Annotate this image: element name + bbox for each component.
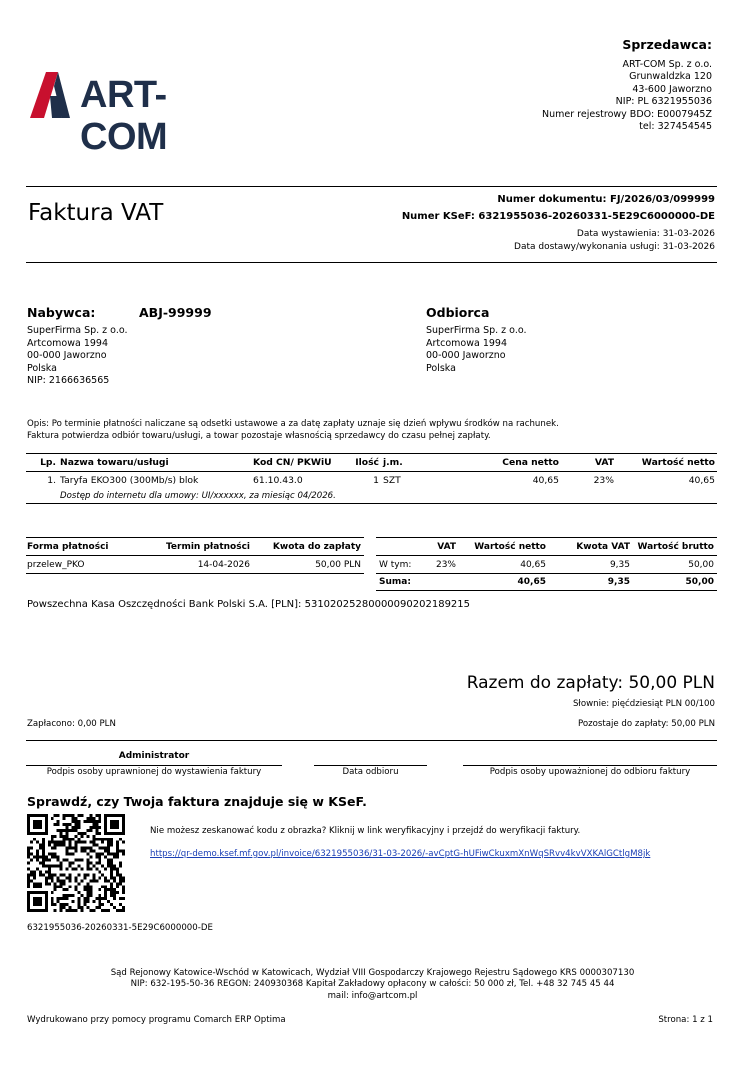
- cell-unit: SZT: [383, 474, 401, 486]
- recipient-address: [426, 325, 527, 375]
- vat-gross: 50,00: [688, 559, 714, 570]
- page-number: Strona: 1 z 1: [658, 1015, 713, 1025]
- ksef-number: Numer KSeF: 6321955036-20260331-5E29C6000000-DE: [401, 211, 715, 222]
- items-table: [26, 453, 717, 504]
- col-unit: j.m.: [383, 457, 403, 468]
- page-title: Faktura VAT: [28, 200, 164, 226]
- cell-vat: 23%: [593, 474, 614, 486]
- divider: [26, 262, 717, 263]
- recipient-line: Polska: [426, 362, 456, 374]
- signature-line: [314, 765, 427, 766]
- vat-rate-header: VAT: [437, 541, 456, 552]
- qr-caption: 6321955036-20260331-5E29C6000000-DE: [27, 923, 213, 933]
- footer-line: mail: info@artcom.pl: [327, 990, 418, 1001]
- logo-mark-icon: [30, 72, 74, 118]
- payment-term-header: Termin płatności: [165, 541, 250, 552]
- seller-line: tel: 327454545: [639, 121, 712, 133]
- buyer-line: SuperFirma Sp. z o.o.: [27, 325, 128, 336]
- document-number: Numer dokumentu: FJ/2026/03/099999: [497, 194, 715, 205]
- vat-row-label: W tym:: [379, 559, 412, 570]
- payment-amount: 50,00 PLN: [315, 559, 361, 570]
- vat-net: 40,65: [520, 559, 546, 570]
- buyer-line: Polska: [27, 362, 57, 374]
- receiver-signature-label: Podpis osoby upoważnionej do odbioru faktury: [489, 767, 691, 777]
- vat-gross-header: Wartość brutto: [637, 541, 714, 552]
- col-vat: VAT: [594, 457, 614, 468]
- vat-amount-header: Kwota VAT: [576, 541, 630, 552]
- divider: [26, 740, 717, 741]
- vat-amount: 9,35: [609, 559, 630, 570]
- cell-cn: 61.10.43.0: [253, 474, 303, 486]
- qr-code-icon: [27, 814, 125, 912]
- payment-form: przelew_PKO: [27, 559, 85, 570]
- cell-lp: 1.: [47, 474, 56, 486]
- issue-date: Data wystawienia: 31-03-2026: [576, 229, 715, 239]
- remaining-amount: Pozostaje do zapłaty: 50,00 PLN: [578, 719, 715, 729]
- ksef-heading: Sprawdź, czy Twoja faktura znajduje się w KSeF.: [27, 794, 367, 809]
- payment-term: 14-04-2026: [197, 559, 250, 570]
- seller-line: 43-600 Jaworzno: [632, 83, 712, 95]
- notes: [27, 419, 559, 442]
- cell-net-price: 40,65: [532, 474, 559, 486]
- table-row-description: [26, 489, 717, 504]
- buyer-address: [27, 325, 128, 388]
- seller-address: [412, 59, 712, 133]
- cell-name: Taryfa EKO300 (300Mb/s) blok: [60, 474, 199, 486]
- sum-net: 40,65: [517, 577, 546, 587]
- seller-line: Numer rejestrowy BDO: E0007945Z: [542, 108, 712, 120]
- recipient-line: SuperFirma Sp. z o.o.: [426, 325, 527, 336]
- seller-line: ART-COM Sp. z o.o.: [622, 59, 712, 70]
- issuer-name: Administrator: [118, 751, 190, 761]
- note-line: Opis: Po terminie płatności naliczane są odsetki ustawowe a za datę zapłaty uznaje się dzień wpływu środków na rachunek.: [27, 419, 559, 429]
- payment-form-header: Forma płatności: [27, 541, 109, 552]
- buyer-line: Artcomowa 1994: [27, 337, 109, 349]
- ksef-verification-link[interactable]: https://qr-demo.ksef.mf.gov.pl/invoice/6321955036/31-03-2026/-avCptG-hUFiwCkuxmXnWqSRvv4kvVXKAlGCtlgM8jk: [150, 849, 651, 859]
- vat-summary-table: [376, 537, 717, 591]
- payment-table: [26, 537, 364, 574]
- buyer-line: NIP: 2166636565: [27, 375, 110, 387]
- col-lp: Lp.: [40, 457, 56, 468]
- recipient-heading: Odbiorca: [426, 305, 490, 320]
- paid-amount: Zapłacono: 0,00 PLN: [27, 719, 116, 729]
- seller-heading: Sprzedawca:: [622, 37, 712, 52]
- delivery-date: Data dostawy/wykonania usługi: 31-03-2026: [514, 242, 715, 252]
- col-net-price: Cena netto: [502, 457, 559, 468]
- table-row: [26, 472, 717, 489]
- logo-text: ART-COM: [80, 74, 168, 158]
- buyer-code: ABJ-99999: [139, 305, 212, 320]
- footer-registry: [0, 968, 745, 1002]
- recipient-line: Artcomowa 1994: [426, 337, 508, 349]
- vat-net-header: Wartość netto: [474, 541, 546, 552]
- signature-line: [463, 765, 717, 766]
- col-cn: Kod CN/ PKWiU: [253, 457, 332, 468]
- sum-label: Suma:: [379, 577, 411, 587]
- receipt-date-label: Data odbioru: [342, 767, 399, 777]
- col-net-value: Wartość netto: [641, 457, 715, 468]
- total-in-words: Słownie: pięćdziesiąt PLN 00/100: [572, 699, 715, 709]
- divider: [26, 186, 717, 187]
- bank-account: Powszechna Kasa Oszczędności Bank Polski S.A. [PLN]: 53102025280000090202189215: [27, 599, 471, 610]
- issuer-signature-label: Podpis osoby uprawnionej do wystawienia faktury: [46, 767, 262, 777]
- footer-program: Wydrukowano przy pomocy programu Comarch ERP Optima: [27, 1015, 286, 1025]
- note-line: Faktura potwierdza odbiór towaru/usługi, a towar pozostaje własnością sprzedawcy do czasu pełnej zapłaty.: [27, 430, 491, 441]
- footer-line: Sąd Rejonowy Katowice-Wschód w Katowicach, Wydział VIII Gospodarczy Krajowego Rejestru Sądowego KRS 0000307130: [110, 968, 635, 978]
- col-qty: Ilość: [355, 457, 379, 468]
- col-name: Nazwa towaru/usługi: [60, 457, 169, 468]
- ksef-info: Nie możesz zeskanować kodu z obrazka? Kliknij w link weryfikacyjny i przejdź do weryfikacji faktury.: [150, 826, 581, 836]
- buyer-heading: Nabywca:: [27, 305, 96, 320]
- seller-line: Grunwaldzka 120: [629, 71, 712, 83]
- company-logo: [30, 72, 250, 158]
- total-due: Razem do zapłaty: 50,00 PLN: [466, 673, 715, 693]
- cell-qty: 1: [373, 474, 379, 486]
- payment-amount-header: Kwota do zapłaty: [272, 541, 361, 552]
- cell-net-value: 40,65: [688, 474, 715, 486]
- sum-vat: 9,35: [607, 577, 630, 587]
- recipient-line: 00-000 Jaworzno: [426, 350, 506, 362]
- seller-line: NIP: PL 6321955036: [615, 96, 712, 108]
- items-header-row: [26, 454, 717, 472]
- footer-line: NIP: 632-195-50-36 REGON: 240930368 Kapitał Zakładowy opłacony w całości: 50 000 zł, Tel. +48 32 745 45 44: [130, 979, 615, 990]
- sum-gross: 50,00: [685, 577, 714, 587]
- signature-line: [26, 765, 282, 766]
- cell-description: Dostęp do internetu dla umowy: UI/xxxxxx, za miesiąc 04/2026.: [60, 490, 336, 501]
- vat-rate: 23%: [435, 559, 456, 570]
- buyer-line: 00-000 Jaworzno: [27, 350, 107, 362]
